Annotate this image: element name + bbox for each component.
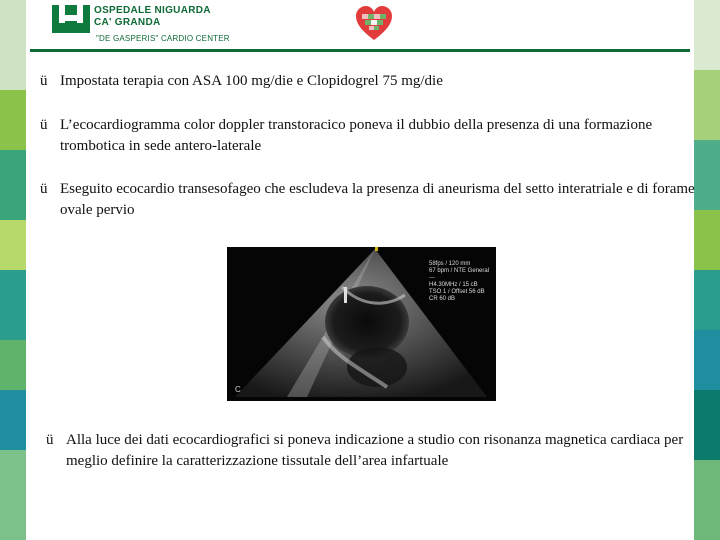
bullet-text: L’ecocardiogramma color doppler transtoracico poneva il dubbio della presenza di una formazione trombotica in sede antero-laterale [60, 117, 653, 154]
bullet-text: Eseguito ecocardio transesofageo che escludeva la presenza di aneurisma del setto interatriale e di forame ovale pervio [60, 181, 695, 218]
checkmark-icon: ü [46, 432, 54, 448]
bullet-text: Impostata terapia con ASA 100 mg/die e Clopidogrel 75 mg/die [60, 73, 443, 89]
logo-text-line2: CA' GRANDA [94, 17, 161, 28]
logo-subtitle: "DE GASPERIS" CARDIO CENTER [96, 34, 230, 43]
logo-text-line1: OSPEDALE NIGUARDA [94, 5, 211, 16]
header-divider [30, 49, 690, 52]
echo-settings-readout: 58fps / 120 mm 67 bpm / NTE General --- H4.30MHz / 15 cB TSO 1 / Offset 56 dB CR 60 dB [429, 261, 490, 302]
left-decorative-band [0, 0, 26, 540]
heart-logo-icon [354, 4, 394, 44]
checkmark-icon: ü [40, 181, 48, 197]
checkmark-icon: ü [40, 73, 48, 89]
echo-corner-label: C [235, 385, 241, 394]
checkmark-icon: ü [40, 117, 48, 133]
echocardiogram-image [227, 247, 496, 401]
hospital-logo-mark [52, 5, 90, 33]
bullet-text: Alla luce dei dati ecocardiografici si poneva indicazione a studio con risonanza magnetica cardiaca per meglio definire la caratterizzazione tissutale dell’area infartuale [66, 432, 684, 469]
